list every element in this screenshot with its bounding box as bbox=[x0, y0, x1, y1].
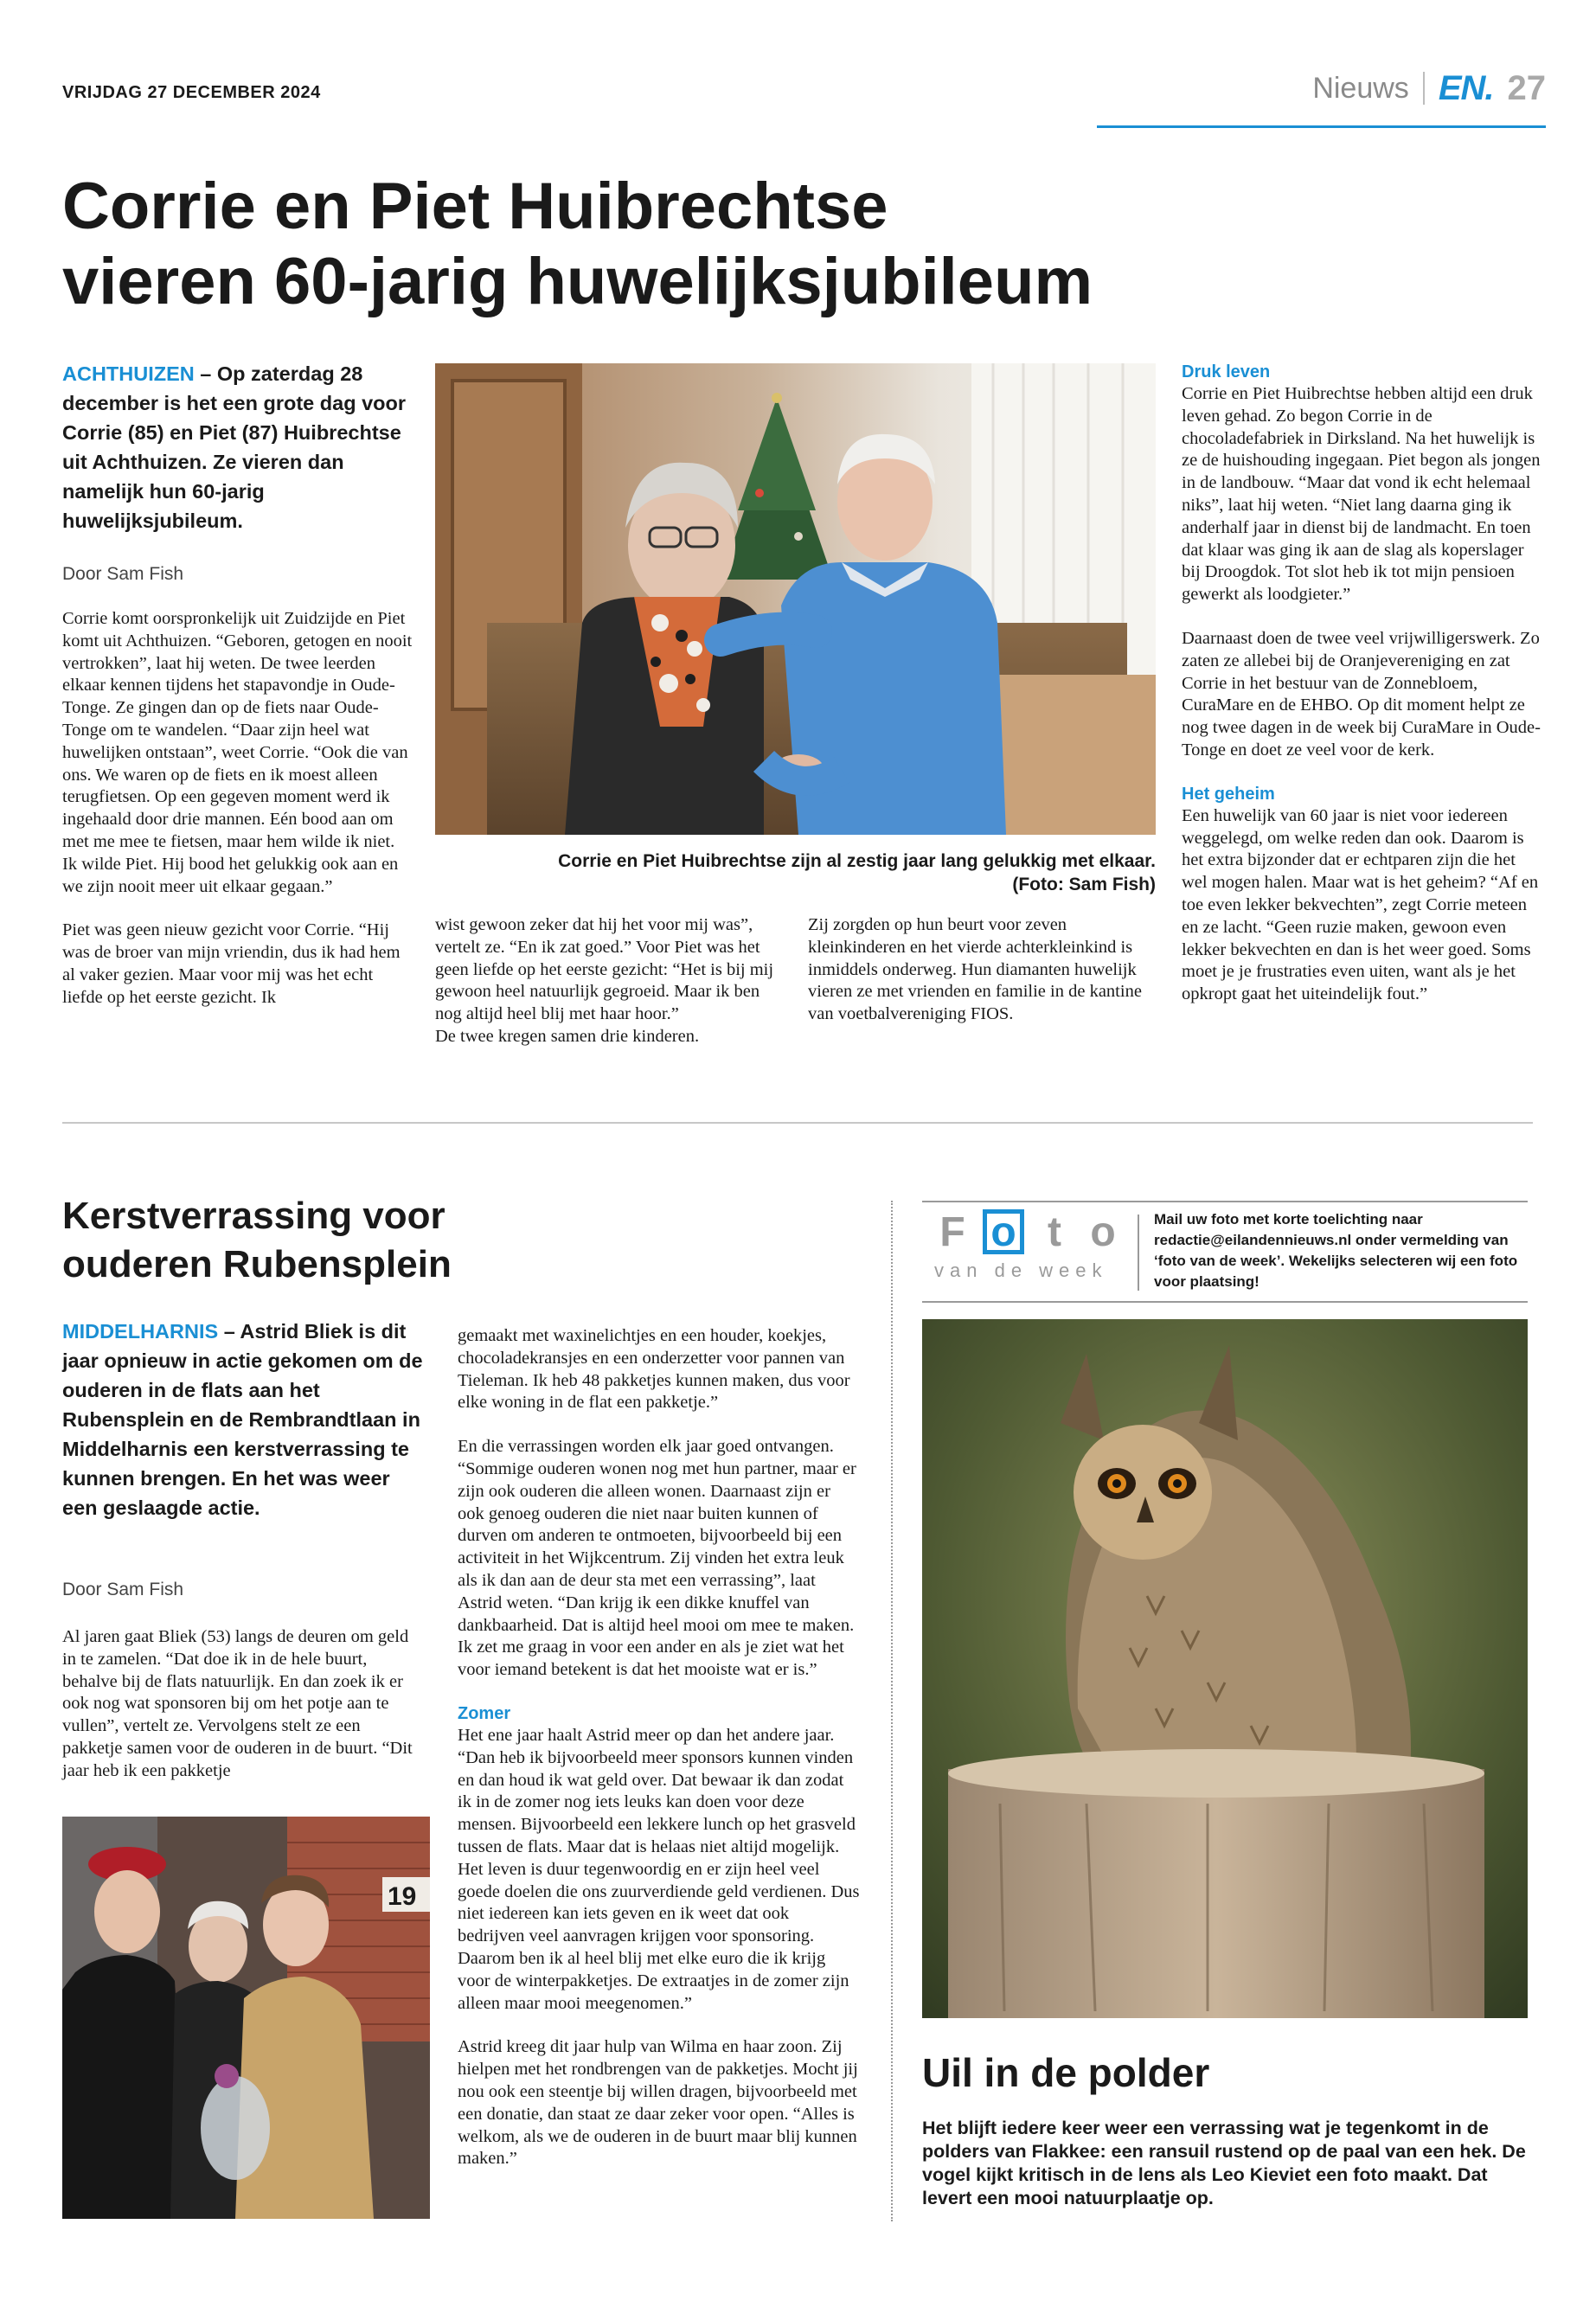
owl-headline: Uil in de polder bbox=[922, 2050, 1210, 2095]
headline-line-1: Kerstverrassing voor bbox=[62, 1195, 445, 1237]
column-divider bbox=[891, 1201, 893, 2221]
article1-byline: Door Sam Fish bbox=[62, 564, 184, 584]
issue-date: VRIJDAG 27 DECEMBER 2024 bbox=[62, 83, 321, 102]
article2-subhead: Zomer bbox=[458, 1703, 511, 1723]
photo-of-week-logo bbox=[934, 1209, 1126, 1282]
article2-headline bbox=[62, 1192, 512, 1289]
article2-dateline: MIDDELHARNIS bbox=[62, 1320, 219, 1343]
page-number: 27 bbox=[1507, 68, 1546, 107]
article1-column-3 bbox=[808, 914, 1156, 1026]
article1-paragraph: Corrie komt oorspronkelijk uit Zuidzijde en Piet komt uit Achthuizen. “Geboren, getogen en nooit vertrokken”, laat hij weten. De twee leerden elkaar kennen tijdens het stapavondje in Oude-Tonge. Ze gingen dan op de fiets naar Oude-Tonge om te wandelen. “Daar zijn heel wat huwelijken ontstaan”, weet Corrie. “Ook die van ons. We waren op de fiets en ik moest alleen terugfietsen. Op een gegeven moment werd ik ingehaald door drie mannen. Eén bood aan om met me mee te fietsen, maar hem wilde ik niet. Ik wilde Piet. Hij bood het gelukkig ook aan en we zijn nooit meer uit elkaar gegaan.” bbox=[62, 609, 413, 896]
couple-photo[interactable] bbox=[435, 363, 1156, 835]
section-divider bbox=[1423, 72, 1425, 105]
article2-paragraph: Al jaren gaat Bliek (53) langs de deuren om geld in te zamelen. “Dat doe ik in de hele buurt, behalve bij de flats natuurlijk. En dan zoek ik er ook nog wat sponsoren bij om het potje aan te vullen”, vertelt ze. Vervolgens stelt ze een pakketje samen voor de ouderen in de buurt. “Dit jaar heb ik een pakketje bbox=[62, 1627, 413, 1780]
couple-photo-caption bbox=[435, 849, 1156, 896]
article1-column-2 bbox=[435, 914, 785, 1048]
owl-photo[interactable] bbox=[922, 1319, 1528, 2018]
logo-letter: o bbox=[1090, 1208, 1116, 1255]
article1-paragraph: Corrie en Piet Huibrechtse hebben altijd een druk leven gehad. Zo begon Corrie in de chocoladefabriek in Dirksland. Na het huwelijk is ze de huishouding ingegaan. Piet begon als jongen in de landbouw. “Maar dat vond ik echt helemaal niks”, laat hij weten. “Niet lang daarna ging ik anderhalf jaar in dienst bij de landmacht. En toen dat klaar was ging ik aan de slag als koperslager bij Droogdok. Tot slot heb ik tot mijn pensioen gewerkt als loodgieter.” bbox=[1182, 384, 1541, 605]
article1-subhead: Druk leven bbox=[1182, 362, 1271, 381]
logo-letter: t bbox=[1048, 1208, 1061, 1255]
article1-paragraph: De twee kregen samen drie kinderen. bbox=[435, 1026, 700, 1046]
article1-lead-text: – Op zaterdag 28 december is het een grote dag voor Corrie (85) en Piet (87) Huibrechtse uit Achthuizen. Ze vieren dan namelijk hun 60-jarig huwelijksjubileum. bbox=[62, 362, 406, 532]
article1-column-1 bbox=[62, 608, 413, 1031]
article2-paragraph: Astrid kreeg dit jaar hulp van Wilma en haar zoon. Zij hielpen met het rondbrengen van de pakketjes. Mocht jij nou ook een steentje bij willen dragen, bijvoorbeeld met een donatie, dan staat ze daar zeker voor open. “Alles is welkom, als we de ouderen in de buurt maar blij kunnen maken.” bbox=[458, 2037, 858, 2169]
logo-letter: o bbox=[983, 1209, 1024, 1254]
article2-column-1 bbox=[62, 1626, 417, 1783]
logo-letter: F bbox=[939, 1208, 965, 1255]
article2-paragraph: gemaakt met waxinelichtjes en een houder, koekjes, chocoladekransjes en een onderzetter voor pannen van Tieleman. Ik heb 48 pakketjes kunnen maken, dus voor elke woning in de flat een pakketje.” bbox=[458, 1326, 850, 1413]
article1-dateline: ACHTHUIZEN bbox=[62, 362, 195, 385]
article1-paragraph: Zij zorgden op hun beurt voor zeven kleinkinderen en het vierde achterkleinkind is inmiddels onderweg. Hun diamanten huwelijk vieren ze met vrienden en familie in de kantine van voetbalvereniging FIOS. bbox=[808, 915, 1142, 1024]
newspaper-logo[interactable]: EN. bbox=[1438, 68, 1494, 107]
headline-line-2: ouderen Rubensplein bbox=[62, 1243, 452, 1285]
article1-paragraph: Daarnaast doen de twee veel vrijwilligerswerk. Zo zaten ze allebei bij de Oranjevereniging en zat Corrie in het bestuur van de Zonnebloem, CuraMare en de EHBO. Op dit moment helpt ze nog twee dagen in de week bij CuraMare in Oude-Tonge en doet ze veel voor de kerk. bbox=[1182, 628, 1541, 760]
headline-line-1: Corrie en Piet Huibrechtse bbox=[62, 170, 888, 243]
article1-subhead: Het geheim bbox=[1182, 784, 1275, 804]
photo-of-week-info: Mail uw foto met korte toelichting naar redactie@eilandennieuws.nl onder vermelding van ‘foto van de week’. Wekelijks selecteren wij een foto voor plaatsing! bbox=[1154, 1211, 1518, 1290]
article1-paragraph: wist gewoon zeker dat hij het voor mij was”, vertelt ze. “En ik zat goed.” Voor Piet was het geen liefde op het eerste gezicht: “Het is bij mij gewoon heel natuurlijk gegroeid. Maar ik ben nog altijd heel blij met haar hoor.” bbox=[435, 915, 774, 1024]
article1-headline bbox=[62, 169, 1360, 320]
article2-lead-text: – Astrid Bliek is dit jaar opnieuw in actie gekomen om de ouderen in de flats aan het Rubensplein en de Rembrandtlaan in Middelharnis een kerstverrassing te kunnen brengen. En het was weer een geslaagde actie. bbox=[62, 1320, 423, 1519]
house-number: 19 bbox=[388, 1882, 417, 1911]
banner-divider bbox=[1138, 1215, 1139, 1291]
caption-credit: (Foto: Sam Fish) bbox=[1012, 875, 1156, 894]
volunteers-photo[interactable] bbox=[62, 1817, 430, 2219]
header-rule bbox=[1097, 125, 1546, 128]
article2-column-2 bbox=[458, 1325, 860, 2192]
article1-lead bbox=[62, 359, 426, 535]
section-label[interactable]: Nieuws bbox=[1312, 71, 1409, 105]
article2-byline: Door Sam Fish bbox=[62, 1580, 184, 1599]
couple-photo-illustration bbox=[435, 363, 1156, 835]
article2-paragraph: Het ene jaar haalt Astrid meer op dan het andere jaar. “Dan heb ik bijvoorbeeld meer sponsors kunnen vinden en dan houd ik wat geld over. Dat bewaar ik dan zodat ik in de zomer nog iets leuks kan doen voor deze mensen. Bijvoorbeeld een lekkere lunch op het grasveld tussen de flats. Maar dat is helaas niet altijd mogelijk. Het leven is duur tegenwoordig en er zijn heel veel goede doelen die ons zuurverdiende geld verdienen. Dus niet iedereen kan iets geven en ik weet dat ook bedrijven veel aanvragen krijgen voor sponsoring. Daarom ben ik al heel blij met elke euro die ik krijg voor de winterpakketjes. De extraatjes in de zomer zijn alleen maar mooi meegenomen.” bbox=[458, 1725, 860, 2013]
owl-description: Het blijft iedere keer weer een verrassing wat je tegenkomt in de polders van Flakkee: een ransuil rustend op de paal van een hek. De vogel kijkt kritisch in de lens als Leo Kieviet een foto maakt. Dat levert een mooi natuurplaatje op. bbox=[922, 2118, 1526, 2208]
article2-paragraph: En die verrassingen worden elk jaar goed ontvangen. “Sommige ouderen wonen nog met hun partner, maar er zijn ook ouderen die alleen wonen. Daarnaast zijn er ook genoeg ouderen die niet naar buiten kunnen of durven om anderen te ontmoeten, bijvoorbeeld bij een activiteit in het Wijkcentrum. Zij vinden het extra leuk als ik dan aan de deur sta met een verrassing”, laat Astrid weten. “Dan krijg ik een dikke knuffel van dankbaarheid. Dat is altijd heel mooi om mee te maken. Ik zet me graag in voor een ander en als je ziet wat het voor iemand betekent is dat het mooiste wat er is.” bbox=[458, 1437, 856, 1680]
article1-column-4 bbox=[1182, 362, 1541, 1028]
caption-line-1: Corrie en Piet Huibrechtse zijn al zestig jaar lang gelukkig met elkaar. bbox=[558, 851, 1156, 871]
section-divider-rule bbox=[62, 1122, 1533, 1124]
article1-paragraph: Een huwelijk van 60 jaar is niet voor iedereen weggelegd, om welke reden dan ook. Daarom is het extra bijzonder dat er echtparen zijn die het wel mogen halen. Maar wat is het geheim? “Af en toe even lekker bekvechten”, zegt Corrie meteen en ze lacht. “Geen ruzie maken, gewoon even lekker bekvechten en dan is het weer goed. Soms moet je je frustraties even uiten, want als je het opkropt gaat het uiteindelijk fout.” bbox=[1182, 805, 1539, 1004]
article2-lead bbox=[62, 1317, 426, 1522]
section-header bbox=[1312, 67, 1546, 109]
article1-paragraph: Piet was geen nieuw gezicht voor Corrie. “Hij was de broer van mijn vriendin, dus ik had hem al vaker gezien. Maar voor mij was het echt liefde op het eerste gezicht. Ik bbox=[62, 920, 401, 1007]
owl-photo-illustration bbox=[922, 1319, 1528, 2018]
headline-line-2: vieren 60-jarig huwelijksjubileum bbox=[62, 245, 1093, 319]
volunteers-photo-illustration bbox=[62, 1817, 430, 2219]
logo-subtitle: van de week bbox=[934, 1259, 1108, 1281]
